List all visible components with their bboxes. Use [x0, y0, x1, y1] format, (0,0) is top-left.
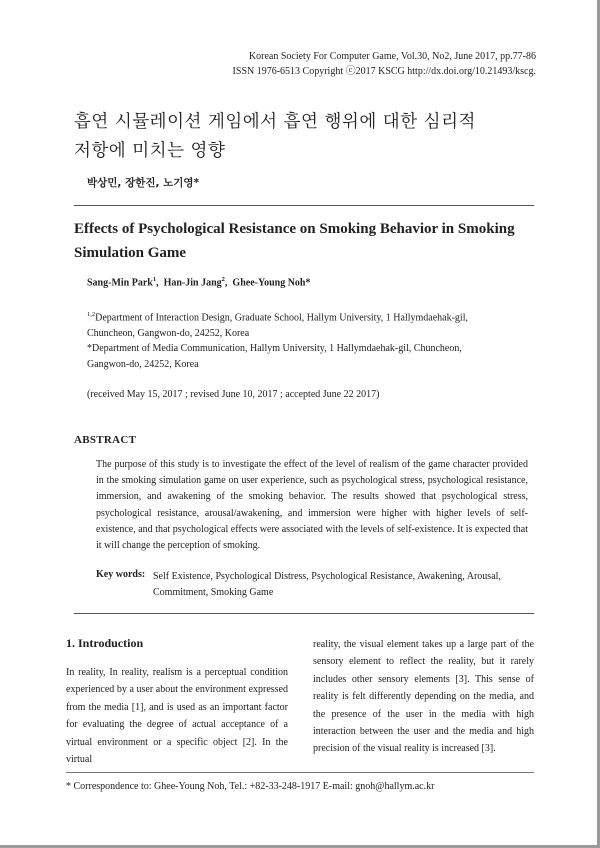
affiliation-2-line2: Gangwon-do, 24252, Korea	[87, 359, 199, 370]
english-title-line2: Simulation Game	[74, 245, 187, 261]
korean-authors: 박상민, 장한진, 노기영*	[87, 177, 200, 189]
author-1-sup: 1	[152, 276, 157, 283]
affiliation-1	[87, 307, 527, 342]
english-title-line1: Effects of Psychological Resistance on Smoking Behavior in Smoking	[74, 221, 515, 237]
english-title	[74, 217, 544, 265]
received-dates: (received May 15, 2017 ; revised June 10, 2017 ; accepted June 22 2017)	[87, 389, 380, 400]
author-1: Sang-Min Park	[87, 277, 153, 289]
correspondence-footnote: * Correspondence to: Ghee-Young Noh, Tel.: +82-33-248-1917 E-mail: gnoh@hallym.ac.kr	[66, 781, 435, 792]
journal-issn: ISSN 1976-6513 Copyright ⓒ2017 KSCG http://dx.doi.org/10.21493/kscg.	[232, 66, 536, 77]
abstract-heading: ABSTRACT	[74, 434, 137, 446]
korean-title-line2: 저항에 미치는 영향	[74, 141, 226, 161]
keywords-text: Self Existence, Psychological Distress, Psychological Resistance, Awakening, Arousal, Commitment, Smoking Game	[153, 571, 501, 598]
author-2-sup: 2	[221, 276, 225, 283]
english-authors: Sang-Min Park$^1$, Han-Jin Jang$^2$, Ghee-Young Noh*	[87, 276, 311, 289]
affiliation-1-line1: Department of Interaction Design, Graduate School, Hallym University, 1 Hallymdaehak-gil,	[95, 312, 468, 324]
korean-title	[74, 108, 534, 166]
affiliation-2	[87, 341, 527, 373]
journal-citation: Korean Society For Computer Game, Vol.30, No2, June 2017, pp.77-86	[248, 51, 536, 62]
footnote-divider	[66, 772, 534, 773]
author-3: Ghee-Young Noh*	[232, 277, 311, 289]
keywords-label: Key words:	[96, 569, 146, 580]
author-2: Han-Jin Jang	[163, 277, 222, 289]
affiliation-1-sup: 1,2	[87, 311, 96, 318]
title-divider	[74, 205, 534, 206]
journal-header	[233, 49, 536, 79]
abstract-text: The purpose of this study is to investigate the effect of the level of realism of the game character provided in the smoking simulation game on user experience, such as psychological stress, psychological resistance, immersion, and awakening of the smoking behavior. The results showed that psychological stress, psychological resistance, arousal/awakening, and immersion were higher with higher levels of self-existence, and that psychological effects were associated with the levels of self-existence. It is expected that it will change the perception of smoking.	[96, 459, 528, 552]
abstract-divider	[74, 613, 534, 614]
intro-right-column: reality, the visual element takes up a large part of the sensory element to reflect the reality, but it rarely includes other sensory elements [3]. This sense of reality is felt differently depending on the media, and the presence of the user in the media with high interaction between the user and the media and high precision of the visual reality is increased [3].	[313, 639, 534, 755]
affiliation-2-line1: *Department of Media Communication, Hallym University, 1 Hallymdaehak-gil, Chuncheon,	[87, 343, 462, 354]
section-heading-introduction: 1. Introduction	[66, 636, 144, 650]
affiliation-1-line2: Chuncheon, Gangwon-do, 24252, Korea	[87, 328, 250, 340]
korean-title-line1: 흡연 시뮬레이션 게임에서 흡연 행위에 대한 심리적	[74, 112, 476, 132]
intro-left-column: In reality, In reality, realism is a perceptual condition experienced by a user about the environment expressed from the media [1], and is used as an important factor for evaluating the degree of actual acceptance of a virtual environment or a specific object [2]. In the virtual	[66, 667, 288, 766]
